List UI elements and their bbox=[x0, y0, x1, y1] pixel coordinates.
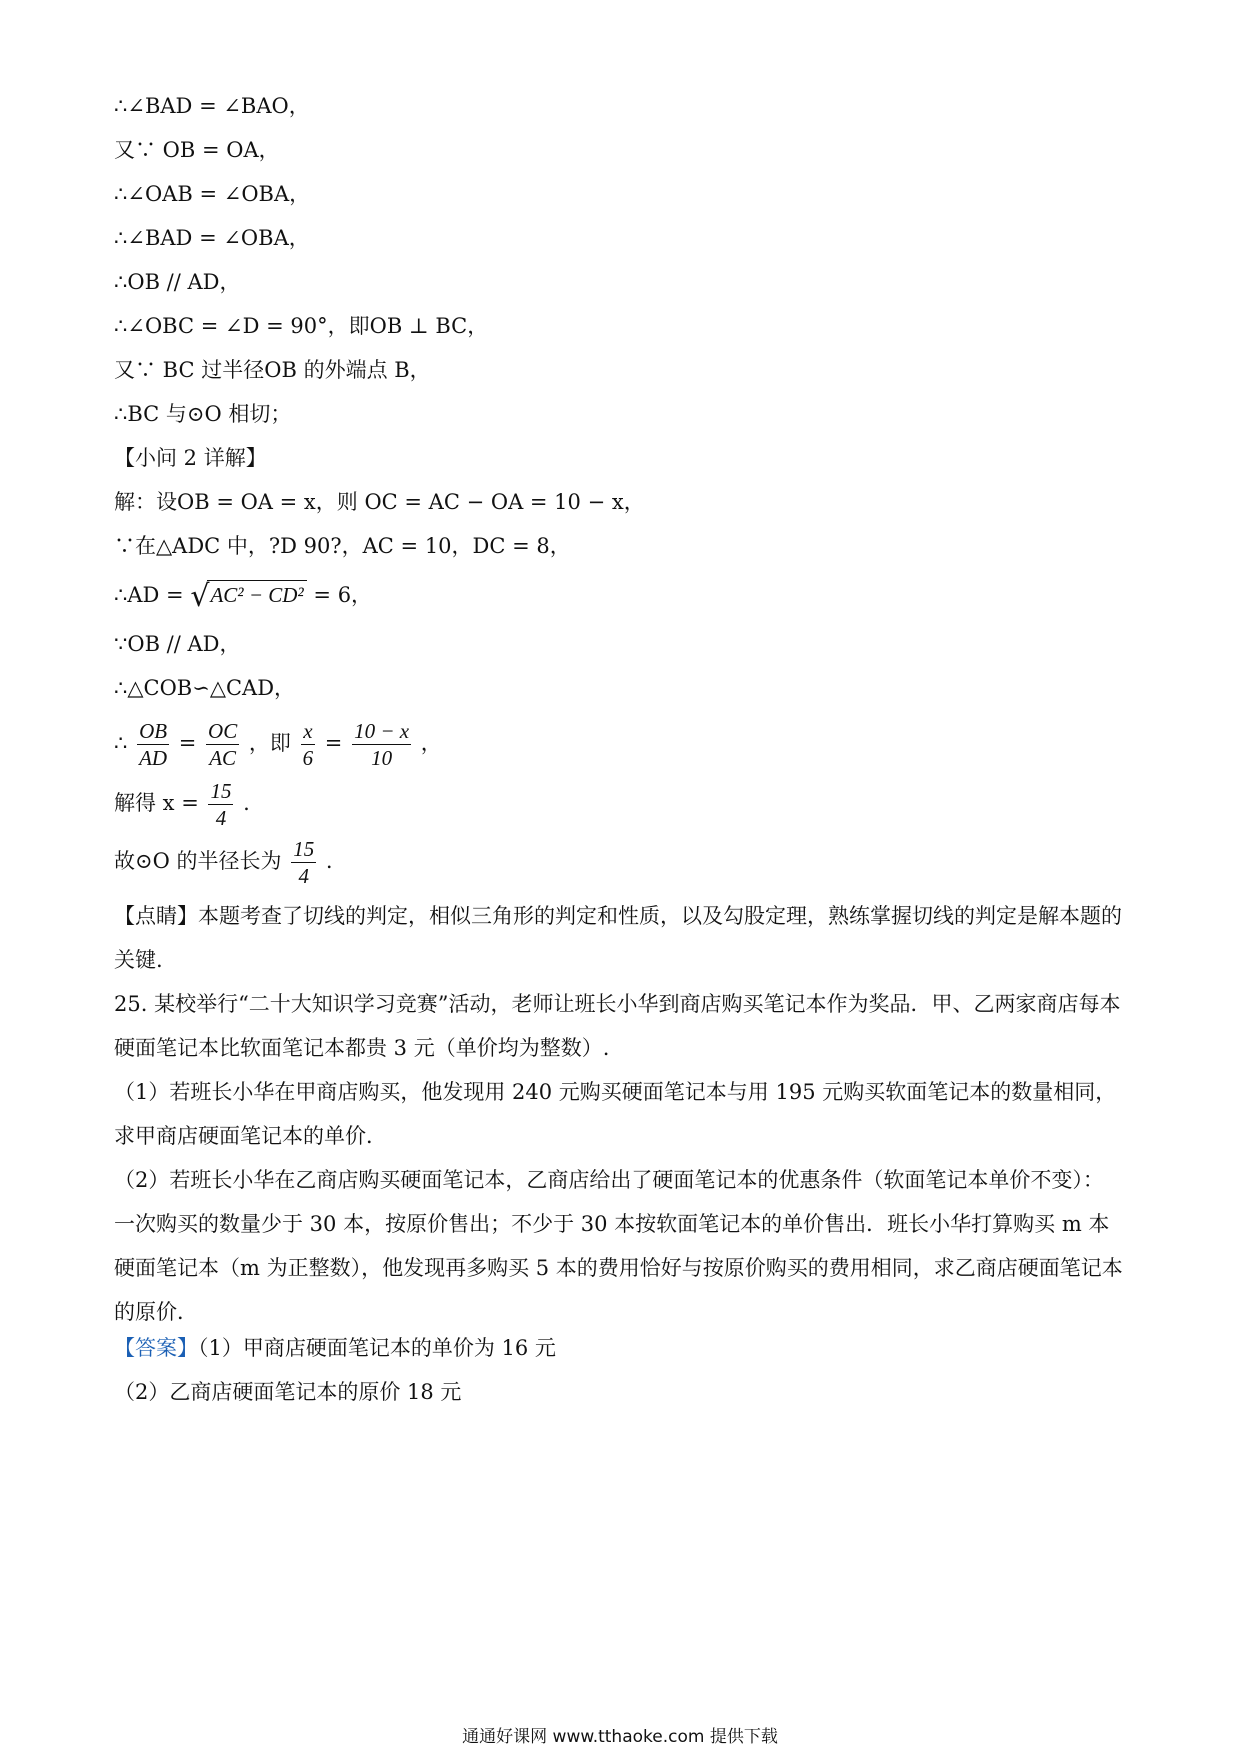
question-25-part1: （1）若班长小华在甲商店购买，他发现用 240 元购买硬面笔记本与用 195 元购买软面笔记本的数量相同，求甲商店硬面笔记本的单价． bbox=[114, 1080, 1117, 1148]
solution-line-5: ∴△COB∽△CAD， bbox=[114, 676, 296, 700]
solution-line-8 bbox=[114, 836, 333, 889]
fraction-10-minus-x bbox=[352, 718, 411, 771]
solution-line-7 bbox=[114, 778, 250, 831]
solve-prefix: 解得 x = bbox=[114, 791, 199, 815]
fraction-denominator: AD bbox=[139, 746, 168, 770]
ratio-prefix: ∴ bbox=[114, 731, 128, 755]
answer-line-1 bbox=[114, 1334, 556, 1362]
comment-paragraph: 【点睛】本题考查了切线的判定，相似三角形的判定和性质，以及勾股定理，熟练掌握切线的判定是解本题的关键. bbox=[114, 904, 1122, 972]
proof-line-8: ∴BC 与⊙O 相切； bbox=[114, 402, 292, 426]
proof-line-3: ∴∠OAB = ∠OBA， bbox=[114, 182, 311, 206]
fraction-15-4-radius bbox=[291, 836, 316, 889]
fraction-ob-ad bbox=[137, 718, 169, 771]
page-footer: 通通好课网 www.tthaoke.com 提供下载 bbox=[462, 1727, 778, 1747]
solution-line-4: ∵OB // AD， bbox=[114, 632, 241, 656]
answer-line-2: （2）乙商店硬面笔记本的原价 18 元 bbox=[114, 1380, 462, 1404]
question-25-part2: （2）若班长小华在乙商店购买硬面笔记本，乙商店给出了硬面笔记本的优惠条件（软面笔记本单价不变）：一次购买的数量少于 30 本，按原价售出；不少于 30 本按软面笔记本的单价售出．班长小华打算购买 m 本硬面笔记本（m 为正整数），他发现再多购买 5 本的费用恰好与按原价购买的费用相同，求乙商店硬面笔记本的原价． bbox=[114, 1168, 1123, 1324]
fraction-denominator: 10 bbox=[371, 746, 393, 770]
question-25: 25. 某校举行“二十大知识学习竞赛”活动，老师让班长小华到商店购买笔记本作为奖品．甲、乙两家商店每本硬面笔记本比软面笔记本都贵 3 元（单价均为整数）. bbox=[114, 992, 1121, 1060]
equals-sign: = bbox=[178, 731, 197, 755]
answer-label: 【答案】 bbox=[114, 1336, 198, 1360]
solution-line-2: ∵在△ADC 中，?D 90?，AC = 10，DC = 8， bbox=[114, 534, 571, 558]
fraction-15-4 bbox=[208, 778, 233, 831]
radius-end: . bbox=[325, 849, 333, 873]
solve-end: . bbox=[243, 791, 250, 815]
equals-sign: = bbox=[324, 731, 343, 755]
proof-line-5: ∴OB // AD， bbox=[114, 270, 241, 294]
sqrt-suffix: = 6， bbox=[313, 583, 373, 607]
radius-prefix: 故⊙O 的半径长为 bbox=[114, 849, 282, 873]
solution-line-1: 解：设OB = OA = x，则 OC = AC − OA = 10 − x， bbox=[114, 490, 645, 514]
ratio-end: ， bbox=[420, 731, 442, 755]
fraction-numerator: OB bbox=[139, 719, 168, 743]
fraction-numerator: x bbox=[301, 718, 316, 745]
ratio-connector: ，即 bbox=[248, 731, 291, 755]
fraction-denominator: 4 bbox=[298, 864, 309, 888]
sqrt-symbol: √ bbox=[190, 579, 210, 614]
proof-line-4: ∴∠BAD = ∠OBA， bbox=[114, 226, 310, 250]
section-heading-part2: 【小问 2 详解】 bbox=[114, 446, 267, 470]
fraction-oc-ac bbox=[206, 718, 239, 771]
fraction-numerator: 15 bbox=[293, 837, 315, 861]
solution-line-6 bbox=[114, 718, 442, 771]
sqrt-prefix: ∴AD = bbox=[114, 583, 184, 607]
fraction-numerator: 10 − x bbox=[354, 719, 410, 743]
fraction-denominator: 6 bbox=[302, 746, 314, 770]
proof-line-1: ∴∠BAD = ∠BAO， bbox=[114, 94, 310, 118]
solution-line-3 bbox=[114, 579, 373, 614]
fraction-denominator: 4 bbox=[215, 806, 227, 830]
fraction-numerator: OC bbox=[208, 719, 238, 743]
fraction-denominator: AC bbox=[209, 746, 237, 770]
proof-line-7: 又∵ BC 过半径OB 的外端点 B， bbox=[114, 358, 431, 382]
fraction-numerator: 15 bbox=[210, 779, 232, 803]
proof-line-6: ∴∠OBC = ∠D = 90°，即OB ⊥ BC， bbox=[114, 314, 489, 338]
answer-part1: （1）甲商店硬面笔记本的单价为 16 元 bbox=[198, 1336, 556, 1360]
proof-line-2: 又∵ OB = OA， bbox=[114, 138, 280, 162]
fraction-x-6 bbox=[301, 718, 316, 771]
sqrt-radicand: AC² − CD² bbox=[207, 580, 306, 609]
